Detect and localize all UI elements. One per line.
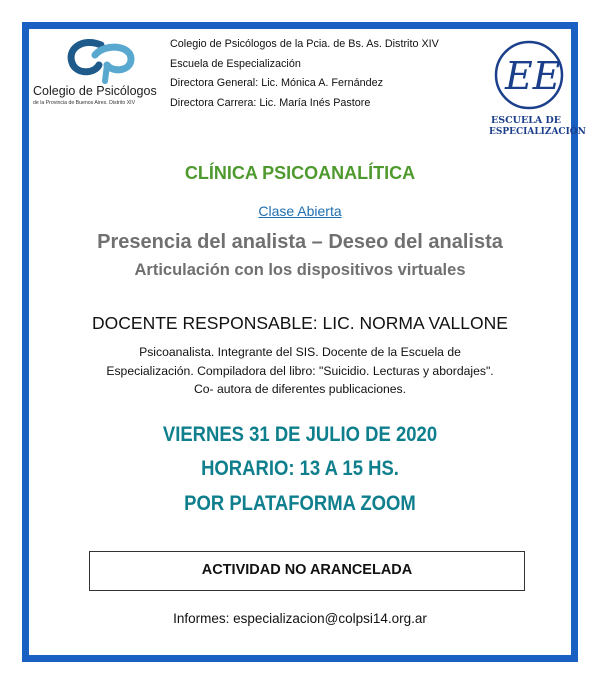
escuela-logo bbox=[485, 35, 586, 137]
escuela-logo-text-2: ESPECIALIZACIÓN bbox=[489, 127, 586, 137]
event-date: VIERNES 31 DE JULIO DE 2020 bbox=[162, 423, 438, 446]
escuela-logo-monogram: EE bbox=[505, 54, 561, 98]
teacher-bio-line: Co- autora de diferentes publicaciones. bbox=[193, 382, 407, 396]
free-activity-label: ACTIVIDAD NO ARANCELADA bbox=[201, 562, 413, 578]
teacher-heading: DOCENTE RESPONSABLE: LIC. NORMA VALLONE bbox=[92, 313, 508, 333]
header-line-director-career: Directora Carrera: Lic. María Inés Pastore bbox=[170, 96, 371, 109]
colegio-logo-subtitle: de la Provincia de Buenos Aires. Distrito XIV bbox=[33, 100, 136, 106]
category-heading: CLÍNICA PSICOANALÍTICA bbox=[184, 163, 416, 183]
header-line-director-general: Directora General: Lic. Mónica A. Fernández bbox=[170, 77, 384, 89]
poster bbox=[29, 29, 586, 655]
escuela-logo-mark-icon bbox=[493, 37, 565, 113]
class-type-link[interactable]: Clase Abierta bbox=[258, 203, 342, 219]
colegio-logo bbox=[33, 39, 171, 119]
escuela-logo-text-1: ESCUELA DE bbox=[491, 115, 562, 126]
colegio-logo-mark-icon bbox=[61, 39, 141, 83]
teacher-bio bbox=[29, 343, 571, 399]
contact-info: Informes: especializacion@colpsi14.org.ar bbox=[173, 611, 427, 626]
event-platform: POR PLATAFORMA ZOOM bbox=[184, 492, 416, 515]
teacher-bio-line: Especialización. Compiladora del libro: "Suicidio. Lecturas y abordajes". bbox=[106, 363, 494, 378]
teacher-bio-line: Psicoanalista. Integrante del SIS. Docente de la Escuela de bbox=[139, 345, 461, 359]
event-time: HORARIO: 13 A 15 HS. bbox=[201, 457, 399, 480]
event-subtitle: Articulación con los dispositivos virtuales bbox=[134, 261, 466, 279]
header-info bbox=[170, 35, 439, 113]
poster-frame bbox=[22, 22, 586, 662]
event-title: Presencia del analista – Deseo del analista bbox=[97, 231, 503, 253]
header-line-institution: Colegio de Psicólogos de la Pcia. de Bs. As. Distrito XIV bbox=[170, 38, 439, 50]
colegio-logo-name: Colegio de Psicólogos bbox=[33, 84, 157, 98]
free-activity-box bbox=[89, 551, 525, 591]
header-line-school: Escuela de Especialización bbox=[170, 57, 301, 70]
